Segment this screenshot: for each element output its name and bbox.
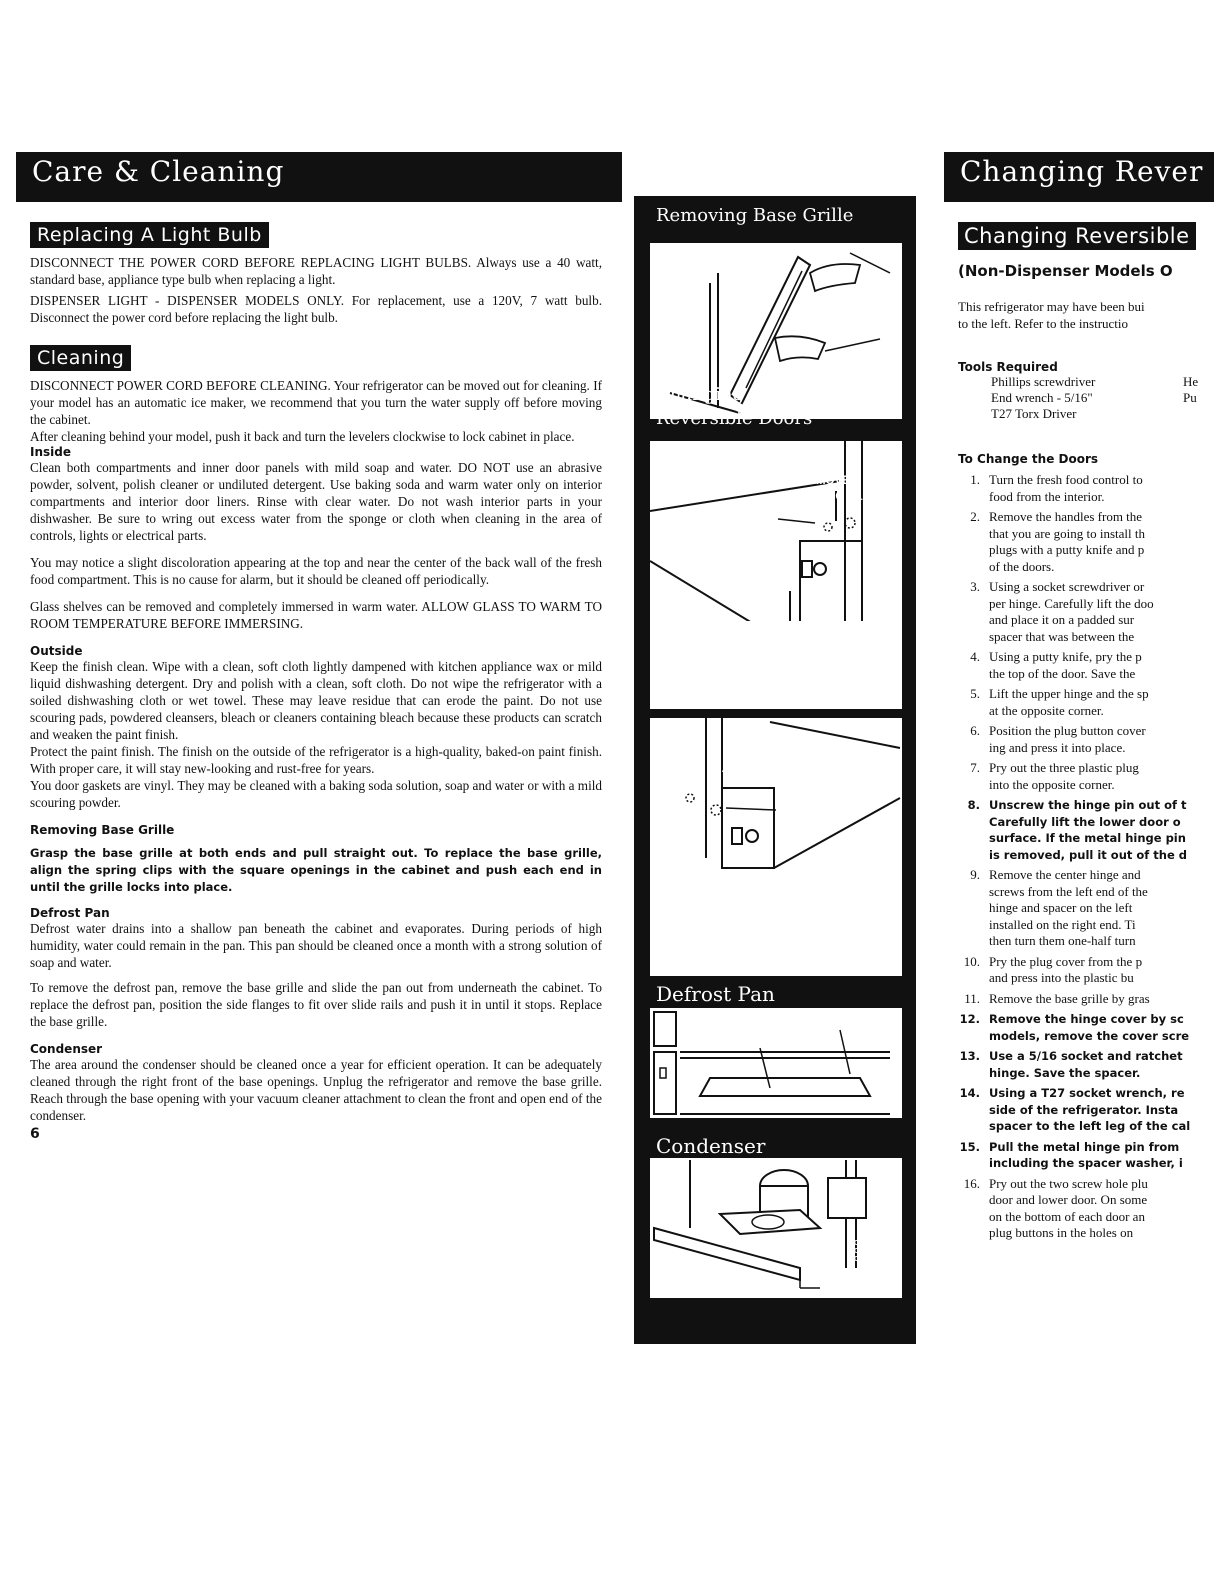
cleaning-heading: Cleaning xyxy=(30,345,131,371)
step-text: Unscrew the hinge pin out of t xyxy=(989,798,1187,812)
step-text: that you are going to install th xyxy=(989,525,1145,541)
step-text: Position the plug button cover xyxy=(989,723,1146,738)
opposite-side-caption-1: OPPOSITE SIDE xyxy=(702,931,850,952)
step-line xyxy=(958,649,1225,666)
step-line xyxy=(958,1118,1225,1135)
outside-label: Outside xyxy=(30,644,83,658)
tools-list xyxy=(991,374,1225,422)
step-line xyxy=(958,933,1225,950)
light-bulb-paragraph-2: DISPENSER LIGHT - DISPENSER MODELS ONLY. For replacement, use a 120V, 7 watt bulb. Disconnect the power cord before replacing the light bulb. xyxy=(30,293,602,325)
hinge-side-diagram xyxy=(650,441,902,709)
step-line xyxy=(958,991,1225,1008)
right-intro-line-2: to the left. Refer to the instructio xyxy=(958,316,1129,331)
step-line xyxy=(958,1028,1225,1045)
step-line xyxy=(958,703,1225,720)
step-text: Remove the hinge cover by sc xyxy=(989,1012,1184,1026)
base-grille-label: BASE GRILLE xyxy=(822,1284,870,1291)
step-text: is removed, pull it out of the d xyxy=(989,847,1188,862)
defrost-paragraph-1: Defrost water drains into a shallow pan beneath the cabinet and evaporates. During periods of high humidity, water could remain in the pan. This pan should be cleaned once a month with a strong solution of soap and water. xyxy=(30,921,602,970)
step-text: and place it on a padded sur xyxy=(989,612,1135,627)
step-text: installed on the right end. Ti xyxy=(989,916,1136,932)
step-line xyxy=(958,1065,1225,1082)
step-text: of the doors. xyxy=(989,558,1055,574)
install-plate-label-2: TAPPING PLATE xyxy=(722,770,813,782)
opposite-side-diagram xyxy=(650,718,902,976)
step-text: plug buttons in the holes on xyxy=(989,1225,1134,1240)
step-text: Pull the metal hinge pin from xyxy=(989,1139,1180,1154)
care-cleaning-banner xyxy=(16,152,622,202)
step-text: the top of the door. Save the xyxy=(989,665,1136,681)
step-text: side of the refrigerator. Insta xyxy=(989,1102,1179,1117)
step-line xyxy=(958,814,1225,831)
grille-paragraph: Grasp the base grille at both ends and pull straight out. To replace the base grille, align the spring clips with the square openings in the cabinet and push each end in until the grille locks into place. xyxy=(30,846,602,894)
defrost-pan-label: DEFROST PAN xyxy=(716,1030,787,1041)
right-intro-line-1: This refrigerator may have been bui xyxy=(958,299,1145,314)
condenser-paragraph: The area around the condenser should be cleaned once a year for efficient operation. It can be adequately cleaned through the right front of the base openings. Unplug the refrigerator and remove the base grille. Reach through the base opening with your vacuum cleaner attachment to clean the front and open end of the condenser. xyxy=(30,1057,602,1123)
hinge-side-caption-1: HINGE SIDE xyxy=(721,659,831,680)
left-column xyxy=(30,222,602,1142)
light-bulb-heading: Replacing A Light Bulb xyxy=(30,222,269,248)
step-text: Using a socket screwdriver or xyxy=(989,579,1145,594)
step-text: models, remove the cover scre xyxy=(989,1028,1190,1043)
step-line xyxy=(958,884,1225,901)
defrost-pan-small-label: DEFROST PAN xyxy=(780,1240,814,1255)
remove-plate-label: REMOVE xyxy=(800,475,850,487)
step-number: 10. xyxy=(963,953,980,969)
step-text: Turn the fresh food control to xyxy=(989,472,1143,487)
step-number: 14. xyxy=(959,1086,980,1100)
step-line xyxy=(958,1048,1225,1065)
step-number: 2. xyxy=(970,509,980,524)
remove-screw-label-2: SCREW xyxy=(712,529,755,541)
step-text: per hinge. Carefully lift the doo xyxy=(989,595,1154,611)
step-text: surface. If the metal hinge pin xyxy=(989,831,1186,845)
door-steps-list xyxy=(958,472,1225,1242)
light-bulb-paragraph-1: DISCONNECT THE POWER CORD BEFORE REPLACING LIGHT BULBS. Always use a 40 watt, standard base, appliance type bulb when replacing a light. xyxy=(30,255,602,287)
condenser-diagram-title: Condenser xyxy=(656,1134,766,1158)
open-end-label: OPEN END OF CONDENSER xyxy=(854,1240,899,1263)
defrost-pan-diagram xyxy=(650,1008,902,1118)
step-line xyxy=(958,740,1225,757)
step-line xyxy=(958,472,1225,489)
defrost-label: Defrost Pan xyxy=(30,906,110,920)
defrost-pan-illustration xyxy=(650,1008,902,1118)
step-line xyxy=(958,797,1225,814)
hinge-side-illustration xyxy=(650,441,902,621)
step-line xyxy=(958,830,1225,847)
step-text: screws from the left end of the xyxy=(989,883,1148,899)
step-number: 16. xyxy=(963,1175,980,1191)
inside-paragraph-3: Glass shelves can be removed and completely immersed in warm water. ALLOW GLASS TO WARM TO ROOM TEMPERATURE BEFORE IMMERSING. xyxy=(30,599,602,631)
remove-screw-label: REMOVE xyxy=(698,513,748,525)
step-number: 11. xyxy=(964,990,980,1006)
step-text: Using a T27 socket wrench, re xyxy=(989,1086,1185,1100)
step-line xyxy=(958,1011,1225,1028)
support-rails-label: SUPPORT RAILS xyxy=(712,1010,798,1022)
page-title-left: Care & Cleaning xyxy=(32,155,285,188)
step-number: 6. xyxy=(970,723,980,738)
step-text: Pry the plug cover from the p xyxy=(989,953,1143,969)
step-line xyxy=(958,1209,1225,1226)
inside-label: Inside xyxy=(30,445,71,459)
tool-row xyxy=(991,390,1225,406)
right-column xyxy=(958,222,1225,1342)
condenser-label: Condenser xyxy=(30,1042,103,1056)
step-text: spacer to the left leg of the cal xyxy=(989,1119,1191,1133)
step-text: hinge. Save the spacer. xyxy=(989,1065,1141,1080)
opposite-side-caption-2: INSTALL TAPPING PLATE xyxy=(659,954,893,975)
cleaning-paragraph-1: DISCONNECT POWER CORD BEFORE CLEANING. Your refrigerator can be moved out for cleaning. If your model has an automatic ice maker, we recommend that you turn the water supply off before moving the cabinet. xyxy=(30,378,602,427)
right-heading: Changing Reversible xyxy=(958,222,1196,250)
grille-diagram-title: Removing Base Grille xyxy=(656,205,854,226)
step-line xyxy=(958,760,1225,777)
inside-paragraph-1: Clean both compartments and inner door panels with mild soap and water. DO NOT use an abrasive powder, solvent, polish cleaner or undiluted detergent. Use baking soda and warm water only on interior compartments and interior door liners. Rinse with clear water. Do not wash interior parts in your dishwasher. Be sure to wring out excess water from the sponge or cloth when cleaning in the area of controls, lights or electrical parts. xyxy=(30,460,602,543)
step-number: 15. xyxy=(959,1139,980,1154)
step-line xyxy=(958,1102,1225,1119)
step-text: plugs with a putty knife and p xyxy=(989,542,1145,557)
step-line xyxy=(958,489,1225,506)
step-text: spacer that was between the xyxy=(989,628,1135,644)
step-number: 1. xyxy=(970,472,980,487)
step-line xyxy=(958,596,1225,613)
step-line xyxy=(958,1225,1225,1242)
step-text: Use a 5/16 socket and ratchet xyxy=(989,1049,1183,1063)
defrost-diagram-title: Defrost Pan xyxy=(656,982,775,1006)
step-text: Carefully lift the lower door o xyxy=(989,814,1181,829)
step-line xyxy=(958,686,1225,703)
step-line xyxy=(958,1192,1225,1209)
step-text: Remove the center hinge and xyxy=(989,867,1141,882)
step-line xyxy=(958,559,1225,576)
grille-label: Removing Base Grille xyxy=(30,823,175,837)
step-text: on the bottom of each door an xyxy=(989,1208,1145,1224)
condenser-illustration xyxy=(650,1158,902,1298)
step-line xyxy=(958,1139,1225,1156)
step-number: 4. xyxy=(970,649,980,664)
hinge-side-caption-2: REMOVE TAPPING PLATE xyxy=(657,682,895,703)
doors-steps-label: To Change the Doors xyxy=(958,452,1099,466)
tool-name: End wrench - 5/16" xyxy=(991,390,1093,405)
step-line xyxy=(958,970,1225,987)
step-line xyxy=(958,847,1225,864)
step-number: 5. xyxy=(970,686,980,701)
doors-title-line-1: Changing xyxy=(656,384,745,405)
step-line xyxy=(958,900,1225,917)
step-text: door and lower door. On some xyxy=(989,1192,1148,1207)
step-line xyxy=(958,526,1225,543)
inside-paragraph-2: You may notice a slight discoloration appearing at the top and near the center of the back wall of the fresh food compartment. This is no cause for alarm, but it should be cleaned off periodically. xyxy=(30,555,602,587)
tool-name-secondary: Pu xyxy=(1183,390,1197,405)
step-number: 9. xyxy=(970,867,980,882)
step-line xyxy=(958,509,1225,526)
outside-paragraph-1: Keep the finish clean. Wipe with a clean, soft cloth lightly dampened with kitchen appliance wax or mild liquid dishwashing detergent. Dry and polish with a clean, soft cloth. Do not wipe the refrigerator with a soiled dishwashing cloth or wet towel. These may leave residue that can erode the paint. Do not use scouring pads, powdered cleansers, bleach or cleaners containing bleach because these products can scratch and weaken the paint finish. xyxy=(30,659,602,742)
outside-paragraph-3: You door gaskets are vinyl. They may be cleaned with a baking soda solution, soap and water or with a mild scouring powder. xyxy=(30,778,602,810)
tools-label: Tools Required xyxy=(958,360,1058,374)
right-subheading: (Non-Dispenser Models O xyxy=(958,262,1173,280)
step-number: 13. xyxy=(959,1049,980,1063)
step-text: Lift the upper hinge and the sp xyxy=(989,686,1149,701)
step-line xyxy=(958,1155,1225,1172)
step-line xyxy=(958,723,1225,740)
step-text: Remove the handles from the xyxy=(989,509,1143,524)
step-line xyxy=(958,612,1225,629)
step-text: Pry out the two screw hole plu xyxy=(989,1175,1148,1191)
page-number: 6 xyxy=(30,1126,40,1142)
step-text: including the spacer washer, i xyxy=(989,1156,1183,1170)
step-text: and press into the plastic bu xyxy=(989,970,1134,985)
step-line xyxy=(958,867,1225,884)
step-line xyxy=(958,1176,1225,1193)
step-text: at the opposite corner. xyxy=(989,702,1104,718)
step-line xyxy=(958,666,1225,683)
step-line xyxy=(958,579,1225,596)
opposite-side-illustration xyxy=(650,718,902,888)
install-screw-label-2: SCREW xyxy=(790,814,833,826)
illustration-column xyxy=(634,196,916,1344)
tool-name: T27 Torx Driver xyxy=(991,406,1077,421)
step-text: then turn them one-half turn xyxy=(989,933,1136,948)
step-line xyxy=(958,542,1225,559)
install-plate-label: INSTALL xyxy=(760,752,808,764)
outside-paragraph-2: Protect the paint finish. The finish on the outside of the refrigerator is a high-quality, baked-on paint finish. With proper care, it will stay new-looking and rust-free for years. xyxy=(30,744,602,776)
step-line xyxy=(958,777,1225,794)
step-number: 12. xyxy=(959,1012,980,1026)
tool-row xyxy=(991,374,1225,390)
step-number: 8. xyxy=(967,798,980,812)
step-text: Remove the base grille by gras xyxy=(989,990,1150,1006)
step-line xyxy=(958,629,1225,646)
step-text: ing and press it into place. xyxy=(989,739,1126,755)
tool-name-secondary: He xyxy=(1183,374,1199,389)
remove-plate-label-2: TAPPING PLATE xyxy=(794,491,885,503)
step-line xyxy=(958,917,1225,934)
doors-title-line-2: Reversible Doors xyxy=(656,408,813,429)
step-text: Using a putty knife, pry the p xyxy=(989,649,1142,664)
step-line xyxy=(958,954,1225,971)
step-number: 7. xyxy=(970,760,980,775)
defrost-paragraph-2: To remove the defrost pan, remove the base grille and slide the pan out from underneath the cabinet. To replace the defrost pan, position the side flanges to fit over slide rails and push it in until it stops. Replace the base grille. xyxy=(30,980,602,1029)
step-number: 3. xyxy=(970,579,980,594)
step-line xyxy=(958,1085,1225,1102)
step-text: Pry out the three plastic plug xyxy=(989,760,1139,775)
step-text: into the opposite corner. xyxy=(989,776,1115,792)
tool-row xyxy=(991,406,1225,422)
step-text: food from the interior. xyxy=(989,488,1105,504)
page-title-right: Changing Rever xyxy=(960,155,1204,188)
changing-banner xyxy=(944,152,1214,202)
step-text: hinge and spacer on the left xyxy=(989,900,1133,915)
cleaning-paragraph-2: After cleaning behind your model, push it back and turn the levelers clockwise to lock cabinet in place. xyxy=(30,429,575,444)
install-screw-label: INSTALL xyxy=(782,798,830,810)
tool-name: Phillips screwdriver xyxy=(991,374,1096,389)
condenser-diagram xyxy=(650,1158,902,1298)
